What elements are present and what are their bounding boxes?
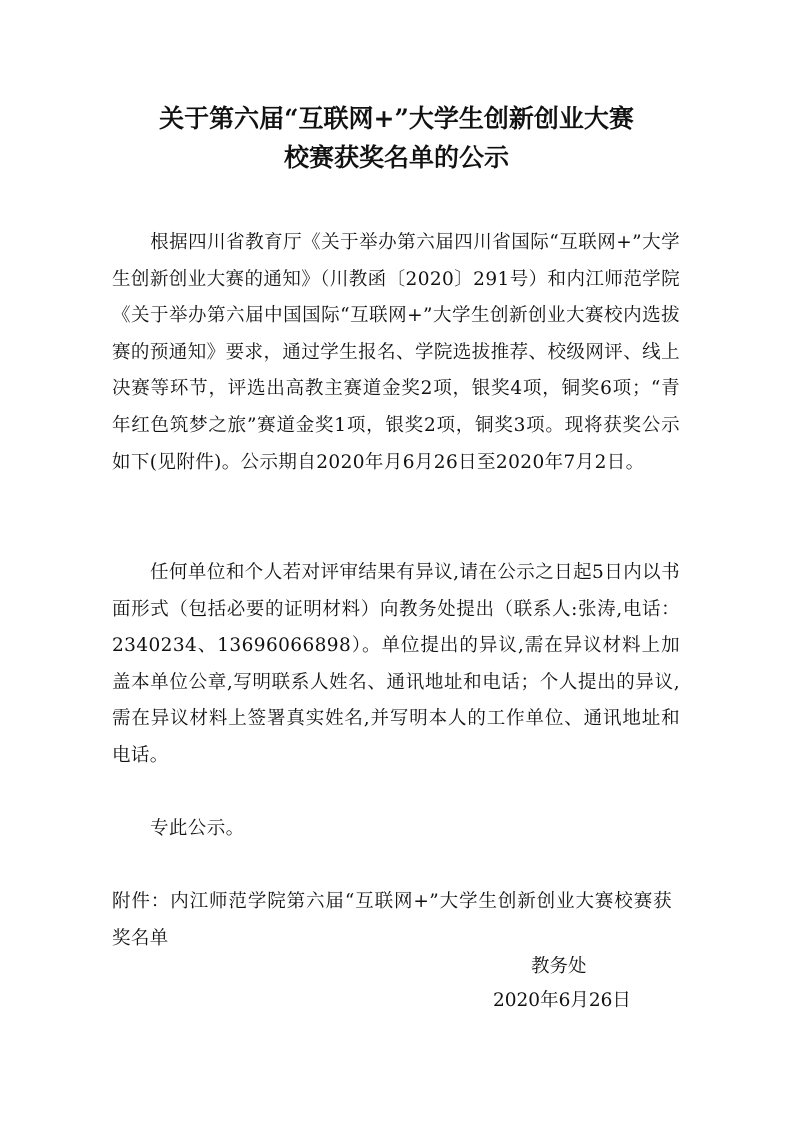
- body-paragraph-2-text: 任何单位和个人若对评审结果有异议,请在公示之日起5日内以书面形式（包括必要的证明材料）向教务处提出（联系人:张涛,电话：2340234、13696066898）。单位提出的异议,需在异议材料上加盖本单位公章,写明联系人姓名、通讯地址和电话；个人提出的异议,需在异议材料上签署真实姓名,并写明本人的工作单位、通讯地址和电话。: [112, 562, 680, 766]
- document-title-line-2: 校赛获奖名单的公示: [283, 143, 509, 172]
- body-paragraph-1-text: 根据四川省教育厅《关于举办第六届四川省国际“互联网+”大学生创新创业大赛的通知》（川教函〔2020〕291号）和内江师范学院《关于举办第六届中国国际“互联网+”大学生创新创业大赛校内选拔赛的预通知》要求，通过学生报名、学院选拔推荐、校级网评、线上决赛等环节，评选出高教主赛道金奖2项，银奖4项，铜奖6项；“青年红色筑梦之旅”赛道金奖1项，银奖2项，铜奖3项。现将获奖公示如下(见附件)。公示期自2020年月6月26日至2020年7月2日。: [112, 232, 680, 473]
- document-title-line-1: 关于第六届“互联网+”大学生创新创业大赛: [159, 104, 634, 133]
- signature-office: 教务处: [531, 956, 587, 977]
- body-paragraph-2: [112, 555, 680, 775]
- signature-date: 2020年6月26日: [493, 990, 631, 1011]
- body-paragraph-3: [112, 811, 680, 848]
- body-paragraph-3-text: 专此公示。: [150, 818, 245, 839]
- body-paragraph-1: [112, 225, 680, 481]
- attachment-note: 附件：内江师范学院第六届“互联网+”大学生创新创业大赛校赛获奖名单: [112, 891, 672, 949]
